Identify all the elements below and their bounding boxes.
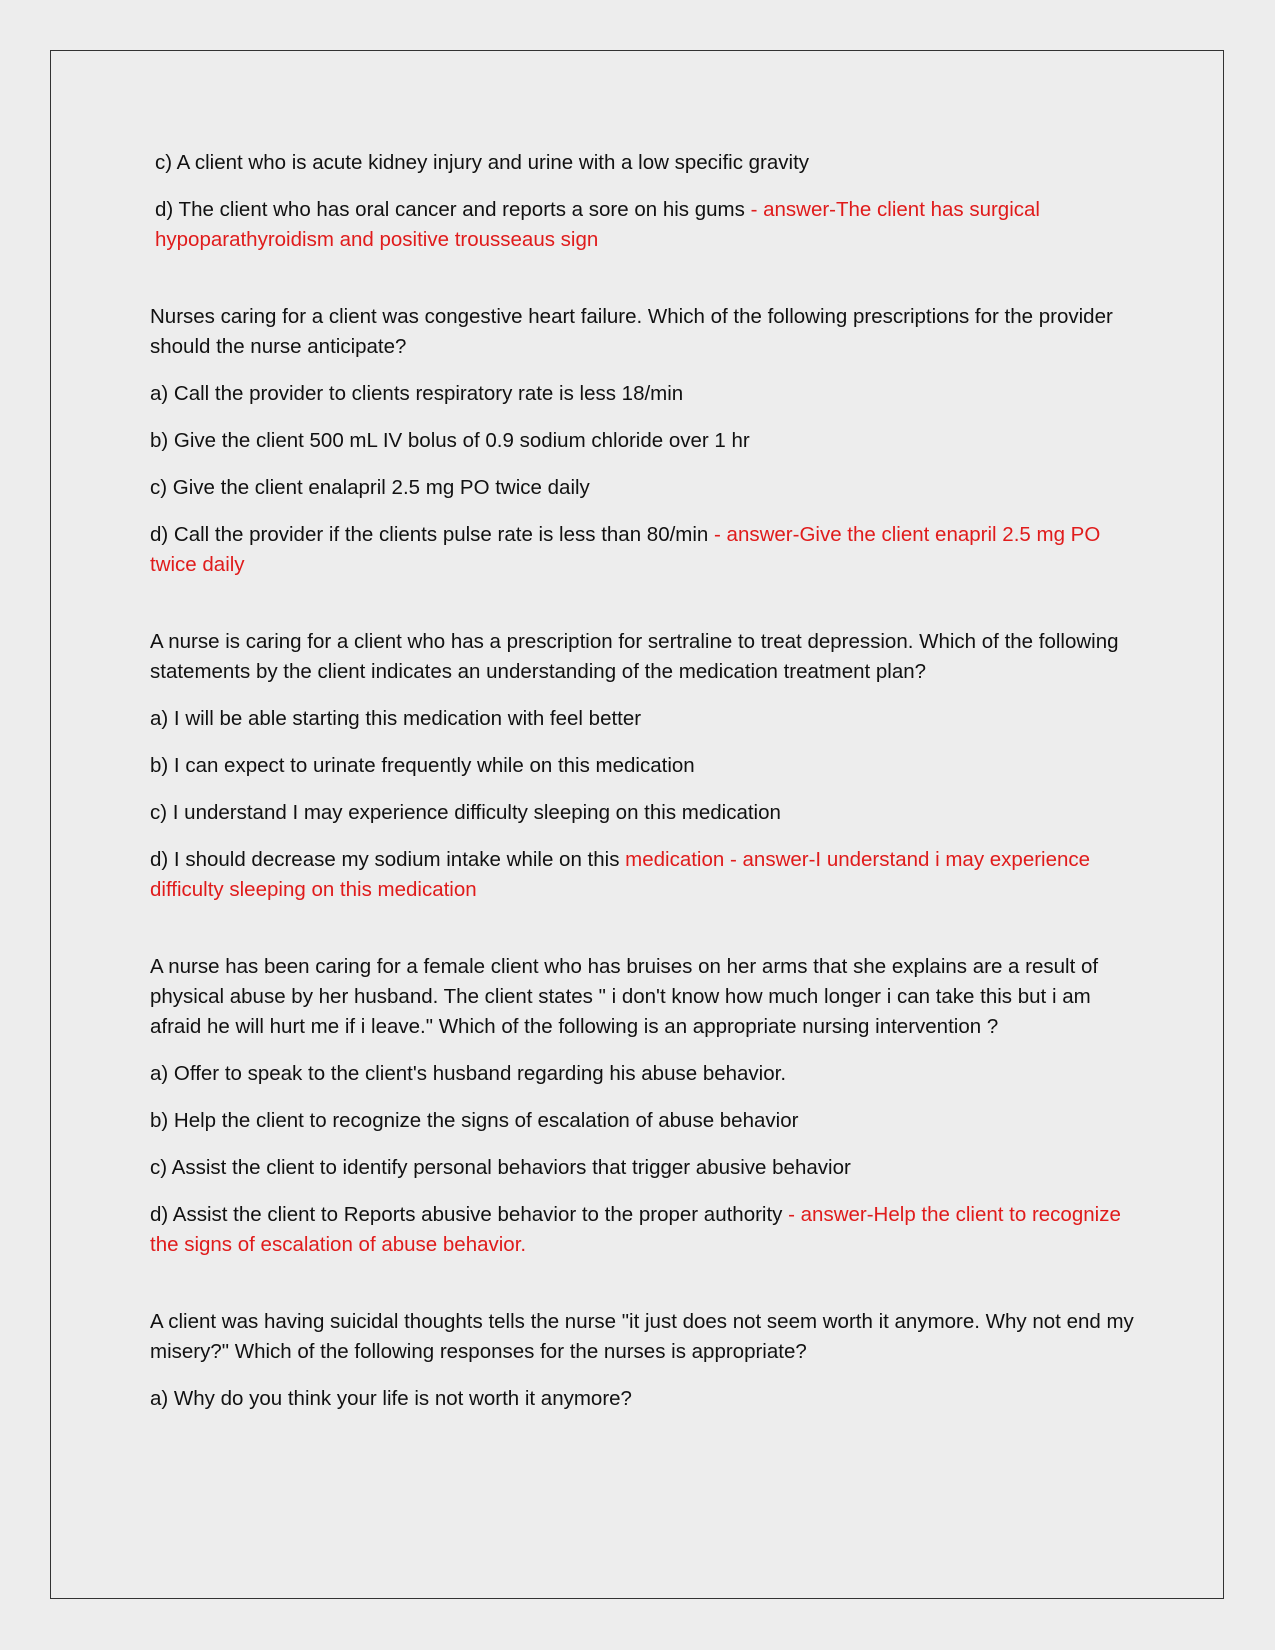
q2-question: A nurse is caring for a client who has a prescription for sertraline to treat depression. Which of the following statements by the client indicates an understanding of the medication treatment plan? xyxy=(150,630,1119,683)
document-content xyxy=(150,148,1135,1431)
q3-option-d xyxy=(150,1200,1135,1260)
q1-question: Nurses caring for a client was congestive heart failure. Which of the following prescriptions for the provider should the nurse anticipate? xyxy=(150,305,1113,358)
q2-option-d xyxy=(150,845,1135,905)
intro-option-d xyxy=(150,195,1135,255)
answer-text: medication - answer-I understand i may experience difficulty sleeping on this medication xyxy=(150,848,1091,901)
intro-option-c: c) A client who is acute kidney injury and urine with a low specific gravity xyxy=(155,151,810,174)
q3-question: A nurse has been caring for a female client who has bruises on her arms that she explains are a result of physical abuse by her husband. The client states " i don't know how much longer i can take this but i am afraid he will hurt me if i leave." Which of the following is an appropriate nursing intervention ? xyxy=(150,955,1099,1038)
q1-option-b: b) Give the client 500 mL IV bolus of 0.9 sodium chloride over 1 hr xyxy=(150,429,750,452)
answer-text: - answer-Help the client to recognize the signs of escalation of abuse behavior. xyxy=(150,1203,1121,1256)
q4-option-a: a) Why do you think your life is not worth it anymore? xyxy=(150,1387,632,1410)
q2-option-a: a) I will be able starting this medication with feel better xyxy=(150,707,642,730)
q2-option-b: b) I can expect to urinate frequently while on this medication xyxy=(150,754,695,777)
option-text: d) The client who has oral cancer and reports a sore on his gums xyxy=(155,198,751,221)
option-text: d) Call the provider if the clients pulse rate is less than 80/min xyxy=(150,523,715,546)
q1-option-c: c) Give the client enalapril 2.5 mg PO twice daily xyxy=(150,476,590,499)
q4-question: A client was having suicidal thoughts tells the nurse "it just does not seem worth it anymore. Why not end my misery?" Which of the following responses for the nurses is appropriate? xyxy=(150,1310,1134,1363)
q1-option-d xyxy=(150,520,1135,580)
option-text: d) Assist the client to Reports abusive behavior to the proper authority xyxy=(150,1203,789,1226)
q3-option-b: b) Help the client to recognize the signs of escalation of abuse behavior xyxy=(150,1109,799,1132)
q3-option-c: c) Assist the client to identify personal behaviors that trigger abusive behavior xyxy=(150,1156,851,1179)
q3-option-a: a) Offer to speak to the client's husband regarding his abuse behavior. xyxy=(150,1062,787,1085)
q1-option-a: a) Call the provider to clients respiratory rate is less 18/min xyxy=(150,382,684,405)
option-text: d) I should decrease my sodium intake while on this xyxy=(150,848,626,871)
q2-option-c: c) I understand I may experience difficulty sleeping on this medication xyxy=(150,801,781,824)
answer-text: - answer-The client has surgical hypoparathyroidism and positive trousseaus sign xyxy=(155,198,1040,251)
answer-text: - answer-Give the client enapril 2.5 mg PO twice daily xyxy=(150,523,1101,576)
